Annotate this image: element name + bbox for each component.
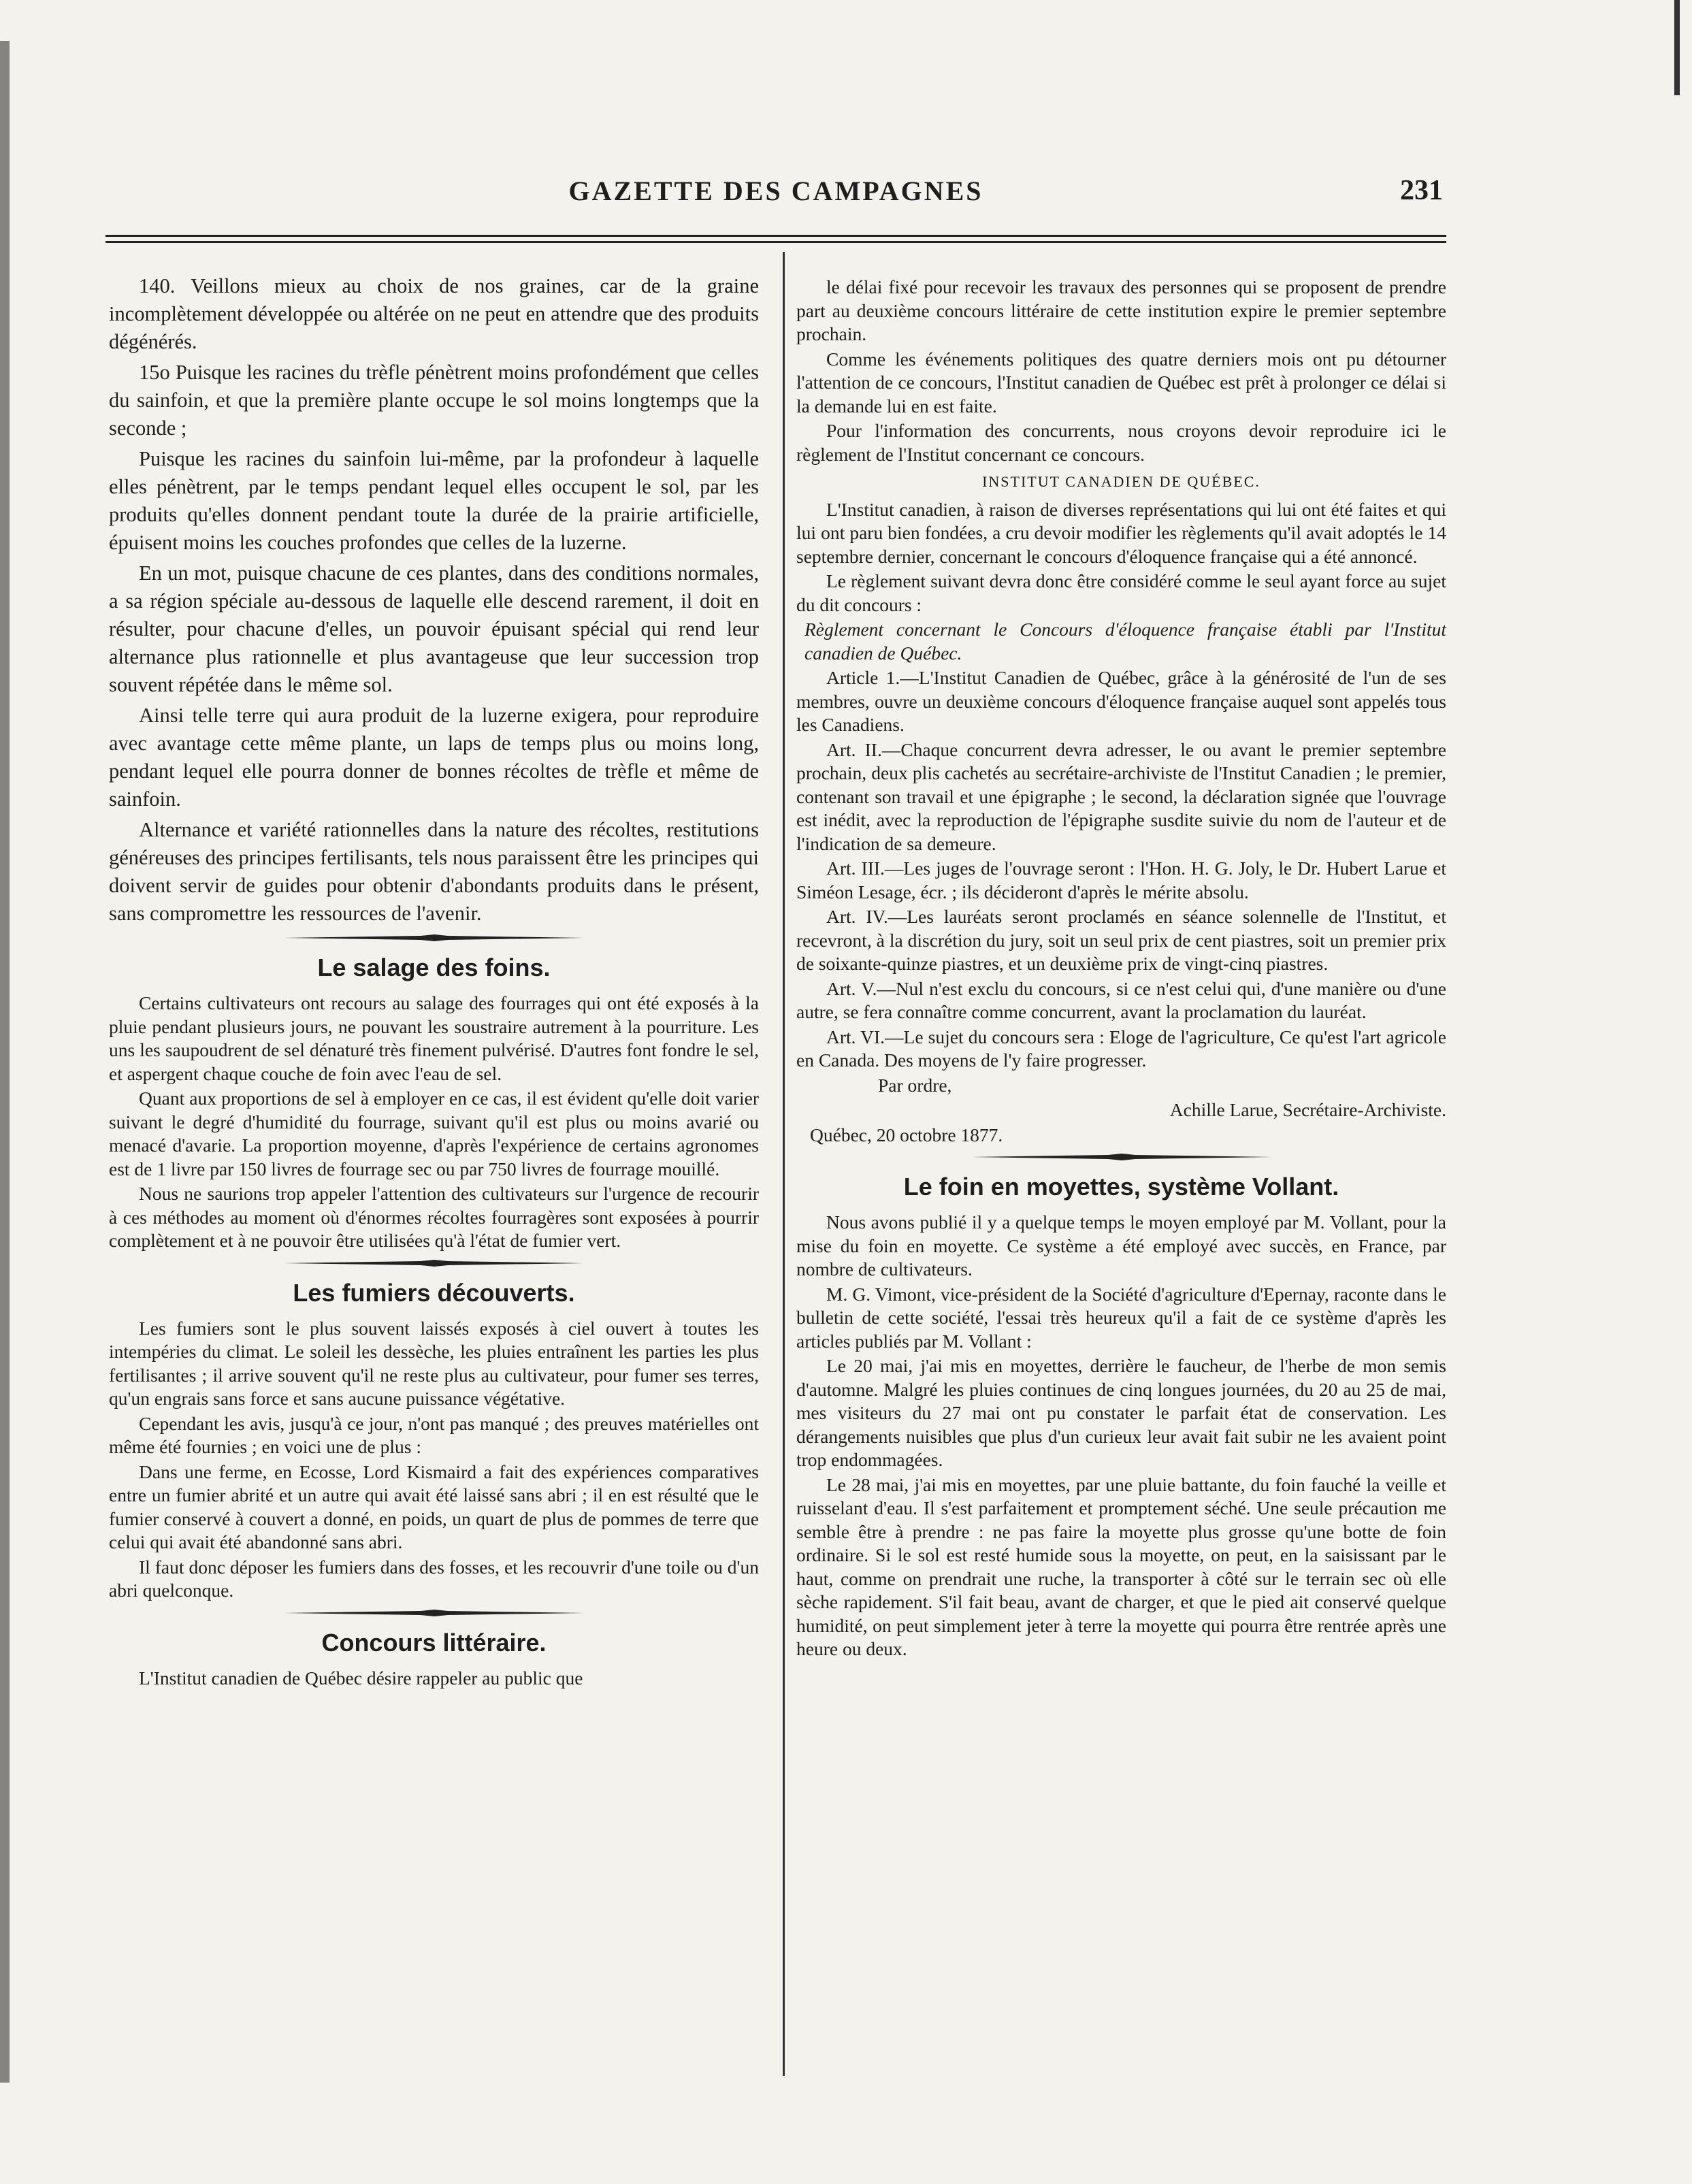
reglement-title: Règlement concernant le Concours d'éloquence française établi par l'Institut canadien de Québec. xyxy=(804,619,1446,664)
article: Article 1.—L'Institut Canadien de Québec, grâce à la générosité de l'un de ses membres, ouvre un deuxième concours d'éloquence française auquel sont appelés tous les Canadiens. xyxy=(796,667,1446,735)
page-number: 231 xyxy=(1400,175,1443,206)
paragraph: L'Institut canadien de Québec désire rappeler au public que xyxy=(139,1667,583,1689)
article: Art. VI.—Le sujet du concours sera : Eloge de l'agriculture, Ce qu'est l'art agricole en Canada. Des moyens de l'y faire progresser. xyxy=(796,1026,1446,1071)
par-ordre: Par ordre, xyxy=(878,1074,952,1096)
header-rule-top xyxy=(105,235,1446,237)
paragraph: Ainsi telle terre qui aura produit de la luzerne exigera, pour reproduire avec avantage cette même plante, un laps de temps plus ou moins long, pendant lequel elle pourra donner de bonnes récoltes de trèfle et même de sainfoin. xyxy=(109,704,759,811)
paragraph: Les fumiers sont le plus souvent laissés exposés à ciel ouvert à toutes les intempéries du climat. Le soleil les dessèche, les pluies entraînent les parties les plus fertilisantes ; il arrive souvent qu'il ne reste plus au cultivateur, pour fumer ses terres, qu'un engrais sans force et sans aucune puissance végétative. xyxy=(109,1317,759,1409)
left-column xyxy=(109,272,759,1691)
section-heading: Le foin en moyettes, système Vollant. xyxy=(903,1173,1339,1201)
ornamental-rule xyxy=(972,1154,1271,1160)
paragraph: Le 20 mai, j'ai mis en moyettes, derrière le faucheur, de l'herbe de mon semis d'automne. Malgré les pluies continues de cinq longues journées, du 20 au 25 de mai, mes visiteurs du 27 mai ont pu constater le parfait état de conservation. Les dérangements nuisibles que plus d'un curieux leur avait fait subir ne les avaient point trop endommagées. xyxy=(796,1355,1446,1470)
article: Art. II.—Chaque concurrent devra adresser, le ou avant le premier septembre prochain, deux plis cachetés au secrétaire-archiviste de l'Institut Canadien ; le premier, contenant son travail et une épigraphe ; le second, la déclaration signée que l'ouvrage est inédit, avec la reproduction de l'épigraphe susdite suivie du nom de l'auteur et de l'indication de sa demeure. xyxy=(796,738,1446,854)
scan-edge-left xyxy=(0,41,10,2083)
paragraph: 140. Veillons mieux au choix de nos graines, car de la graine incomplètement développée ou altérée on ne peut en attendre que des produits dégénérés. xyxy=(109,274,759,353)
article: Art. IV.—Les lauréats seront proclamés en séance solennelle de l'Institut, et recevront, à la discrétion du jury, soit un seul prix de cent piastres, soit un premier prix de soixante-quinze piastres, et un deuxième prix de vingt-cinq piastres. xyxy=(796,906,1446,974)
article: Art. III.—Les juges de l'ouvrage seront : l'Hon. H. G. Joly, le Dr. Hubert Larue et Siméon Lesage, écr. ; ils décideront d'après le mérite absolu. xyxy=(796,858,1446,902)
ornamental-rule xyxy=(284,1260,584,1267)
page-title: GAZETTE DES CAMPAGNES xyxy=(568,175,983,206)
column-divider xyxy=(783,252,785,2076)
paragraph: L'Institut canadien, à raison de diverses représentations qui lui ont été faites et qui lui ont paru bien fondées, a cru devoir modifier les règlements qu'il avait adoptés le 14 septembre dernier, concernant le concours d'éloquence française qui a été annoncé. xyxy=(796,498,1446,567)
paragraph: Comme les événements politiques des quatre derniers mois ont pu détourner l'attention de ce concours, l'Institut canadien de Québec est prêt à prolonger ce délai si la demande lui en est faite. xyxy=(796,348,1446,417)
page-header xyxy=(109,170,1443,211)
paragraph: En un mot, puisque chacune de ces plantes, dans des conditions normales, a sa région spéciale au-dessous de laquelle elle descend rarement, il doit en résulter, pour chacune d'elles, un pouvoir épuisant spécial qui rend leur alternance plus rationnelle et plus avantageuse que leur succession trop souvent répétée dans le même sol. xyxy=(109,561,759,696)
header-rule-bottom xyxy=(105,241,1446,243)
paragraph: Quant aux proportions de sel à employer en ce cas, il est évident qu'elle doit varier suivant le degré d'humidité du fourrage, suivant qu'il est plus ou moins avarié ou menacé d'avarie. La proportion moyenne, d'après l'expérience de certains agronomes est de 1 livre par 150 livres de fourrage sec ou par 750 livres de fourrage mouillé. xyxy=(109,1088,759,1179)
paragraph: Certains cultivateurs ont recours au salage des fourrages qui ont été exposés à la pluie pendant plusieurs jours, ne pouvant les soustraire autrement à la pourriture. Les uns les saupoudrent de sel dénaturé très finement pulvérisé. D'autres font fondre le sel, et aspergent chaque couche de foin avec l'eau de sel. xyxy=(109,992,759,1084)
right-column xyxy=(796,276,1446,1663)
paragraph: 15o Puisque les racines du trèfle pénètrent moins profondément que celles du sainfoin, et que la première plante occupe le sol moins longtemps que la seconde ; xyxy=(109,361,759,440)
dateline: Québec, 20 octobre 1877. xyxy=(810,1124,1003,1145)
ornamental-rule xyxy=(284,934,584,941)
article: Art. V.—Nul n'est exclu du concours, si ce n'est celui qui, d'une manière ou d'une autre, se fera connaître comme concurrent, avant la proclamation du lauréat. xyxy=(796,977,1446,1022)
intro-section xyxy=(109,272,759,928)
section-heading: Les fumiers découverts. xyxy=(293,1278,575,1307)
paragraph: Il faut donc déposer les fumiers dans des fosses, et les recouvrir d'une toile ou d'un abri quelconque. xyxy=(109,1556,759,1601)
concours-section xyxy=(109,1667,759,1691)
paragraph: Le 28 mai, j'ai mis en moyettes, par une pluie battante, du foin fauché la veille et ruisselant d'eau. Il s'est parfaitement et promptement séché. Une seule précaution me semble être à prendre : ne pas faire la moyette plus grosse qu'une botte de foin ordinaire. Si le sol est resté humide sous la moyette, on peut, en la saisissant par le haut, comme on prendrait une ruche, la transporter à côté sur le terrain sec où elle sèche rapidement. S'il fait beau, avant de charger, et que le pied ait conservé quelque humidité, on peut simplement jeter à terre la moyette qui pourra être rentrée après une heure ou deux. xyxy=(796,1473,1446,1659)
section-heading: Le salage des foins. xyxy=(317,954,551,981)
paragraph: le délai fixé pour recevoir les travaux des personnes qui se proposent de prendre part au deuxième concours littéraire de cette institution expire le premier septembre prochain. xyxy=(796,276,1446,344)
scan-edge-right xyxy=(1674,0,1680,95)
paragraph: Le règlement suivant devra donc être considéré comme le seul ayant force au sujet du dit concours : xyxy=(796,570,1446,615)
paragraph: Puisque les racines du sainfoin lui-même, par la profondeur à laquelle elles pénètrent, par le temps pendant lequel elles occupent le sol, par les produits qu'elles donnent pendant toute la durée de la prairie artificielle, épuisent moins les couches profondes que celles de la luzerne. xyxy=(109,447,759,554)
paragraph: Dans une ferme, en Ecosse, Lord Kismaird a fait des expériences comparatives entre un fumier abrité et un autre qui avait été laissé sans abri ; il en est résulté que le fumier conservé à couvert a donné, en poids, un quart de plus de pommes de terre que celui qui avait été abandonné sans abri. xyxy=(109,1461,759,1552)
institut-subheading: INSTITUT CANADIEN DE QUÉBEC. xyxy=(982,473,1260,490)
paragraph: Cependant les avis, jusqu'à ce jour, n'ont pas manqué ; des preuves matérielles ont même été fournies ; en voici une de plus : xyxy=(109,1412,759,1457)
ornamental-rule xyxy=(284,1610,584,1616)
paragraph: M. G. Vimont, vice-président de la Société d'agriculture d'Epernay, raconte dans le bulletin de cette société, l'essai très heureux qu'il a fait de ce système d'après les articles publiés par M. Vollant : xyxy=(796,1283,1446,1352)
section-heading: Concours littéraire. xyxy=(321,1628,547,1657)
paragraph: Nous ne saurions trop appeler l'attention des cultivateurs sur l'urgence de recourir à ces méthodes au moment où d'énormes récoltes fourragères sont exposées à pourrir complètement et à ne pouvoir être utilisées qu'à l'état de fumier vert. xyxy=(109,1183,759,1251)
fumiers-section xyxy=(109,1317,759,1603)
salage-section xyxy=(109,992,759,1253)
paragraph: Nous avons publié il y a quelque temps le moyen employé par M. Vollant, pour la mise du foin en moyette. Ce système a été employé avec succès, en France, par nombre de cultivateurs. xyxy=(796,1211,1446,1280)
paragraph: Pour l'information des concurrents, nous croyons devoir reproduire ici le règlement de l'Institut concernant ce concours. xyxy=(796,420,1446,465)
signature: Achille Larue, Secrétaire-Archiviste. xyxy=(1169,1099,1446,1120)
paragraph: Alternance et variété rationnelles dans la nature des récoltes, restitutions généreuses des principes fertilisants, tels nous paraissent être les principes qui doivent servir de guides pour obtenir d'abondants produits dans le présent, sans compromettre les ressources de l'avenir. xyxy=(109,818,759,925)
